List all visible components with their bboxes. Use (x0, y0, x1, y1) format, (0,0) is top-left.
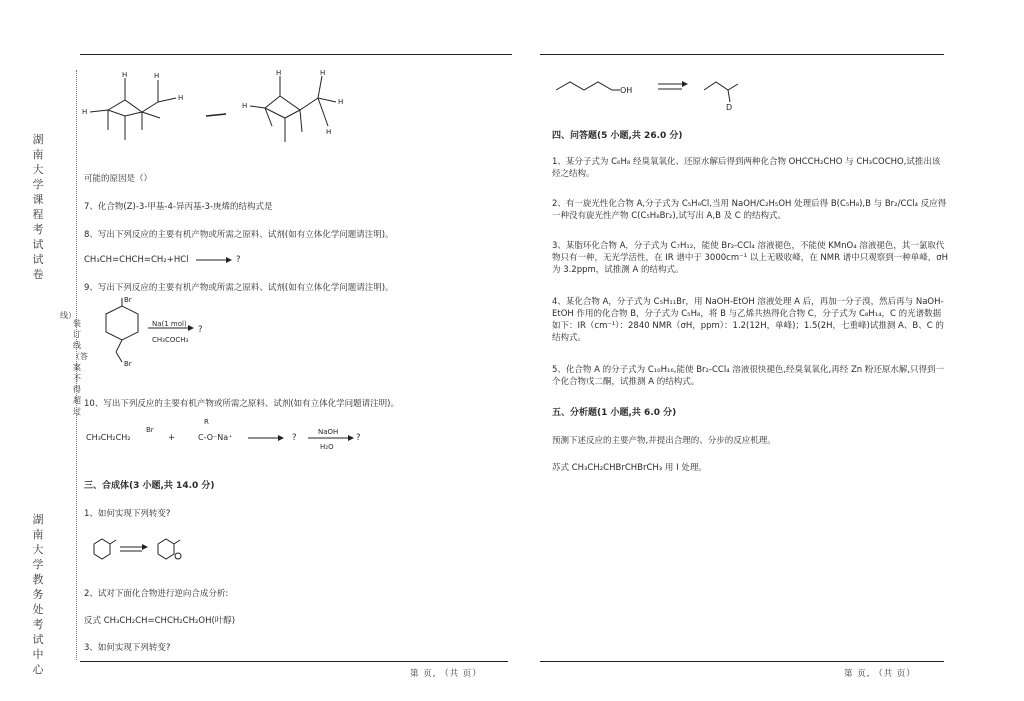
q8-product: ? (236, 255, 241, 265)
s3: 3、如何实现下列转变? (84, 643, 171, 653)
binding-note: 装订线（答案不得超过 (72, 319, 88, 416)
a2: 2、有一旋光性化合物 A,分子式为 C₅H₉Cl,当用 NaOH/C₂H₅OH 处理后得 B(C₅H₈),B 与 Br₂/CCl₄ 反应得一种没有旋光性产物 C(C₅H₈Br₂),试写出 A,B 及 C 的结构式。 (552, 199, 947, 221)
right-top-reaction (554, 76, 774, 116)
q8-arrow (196, 255, 236, 265)
q10: 10、写出下列反应的主要有机产物或所需之原料、试剂(如有立体化学问题请注明)。 (84, 399, 399, 409)
q10-cond-1: NaOH (318, 428, 339, 436)
s1: 1、如何实现下列转变? (84, 509, 171, 519)
right-bottom-rule (540, 661, 944, 662)
b2: 苏式 CH₃CH₂CHBrCHBrCH₃ 用 I 处理。 (552, 463, 707, 473)
chair-conformation-diagram (80, 68, 380, 168)
left-top-rule (80, 54, 512, 55)
s2-compound: 反式 CH₃CH₂CH=CHCH₂CH₂OH(叶醇) (84, 616, 236, 626)
chair-h-2: H (154, 72, 160, 80)
q9-br-bottom: Br (124, 360, 132, 368)
section-4-title: 四、问答题(5 小题,共 26.0 分) (552, 131, 683, 141)
a4: 4、某化合物 A，分子式为 C₅H₁₁Br，用 NaOH-EtOH 溶液处理 A 后，再加一分子溴，然后再与 NaOH-EtOH 作用的化合物 B，分子式为 C₅H₈，将 B 与乙烯共热得化合物 C，分子式为 C₈H₁₄，C 的光谱数据如下：IR（cm⁻¹）：2840 NMR（σH，ppm）：1.2(12H，单峰)；1.5(2H，七重峰)试推测 A、B、C 的结构式。 (552, 297, 944, 343)
chair-h-5: H (276, 69, 282, 77)
b1: 预测下述反应的主要产物,并提出合理的、分步的反应机理。 (552, 436, 776, 446)
right-top-rule (540, 54, 944, 55)
q8-reaction: CH₃CH=CHCH=CH₂+HCl (84, 255, 189, 265)
a5: 5、化合物 A 的分子式为 C₁₀H₁₆,能使 Br₂-CCl₄ 溶液很快褪色,经臭氧氧化,再经 Zn 粉还原水解,只得到一个化合物戊二酮，试推测 A 的结构式。 (552, 365, 945, 387)
q10-reagent: C-O⁻Na⁺ (198, 433, 233, 442)
binding-top-title: 湖南大学课程考试试卷 (32, 133, 44, 281)
s2: 2、试对下面化合物进行逆向合成分析: (84, 589, 229, 599)
q8: 8、写出下列反应的主要有机产物或所需之原料、试剂(如有立体化学问题请注明)。 (84, 230, 394, 240)
section-3-title: 三、合成体(3 小题,共 14.0 分) (84, 481, 215, 491)
left-footer: 第 页, （共 页） (410, 669, 482, 679)
a3: 3、某脂环化合物 A，分子式为 C₇H₁₂，能使 Br₂-CCl₄ 溶液褪色，不能使 KMnO₄ 溶液褪色，其一氯取代物只有一种，无光学活性，在 IR 谱中于 3000cm⁻¹ 以上无吸收峰，在 NMR 谱中只观察到一种单峰，σH 为 3.2ppm，试推测 A 的结构式。 (552, 241, 948, 275)
q10-r: R (204, 418, 209, 426)
chair-h-8: H (338, 98, 344, 106)
oh-label: OH (620, 86, 633, 95)
q10-plus: + (168, 433, 176, 443)
q6-reason: 可能的原因是（） (84, 174, 153, 184)
binding-line-label: 线） (60, 311, 76, 320)
chair-h-7: H (242, 102, 248, 110)
q10-cond-2: H₂O (320, 443, 334, 451)
chair-h-9: H (326, 128, 332, 136)
q10-q1: ? (292, 433, 297, 443)
binding-bottom-title: 湖南大学教务处考试中心 (32, 513, 44, 676)
q9-br-top: Br (124, 296, 132, 304)
q9-product: ? (198, 325, 203, 335)
q7: 7、化合物(Z)-3-甲基-4-异丙基-3-庚烯的结构式是 (84, 202, 273, 212)
chair-h-1: H (122, 71, 128, 79)
q10-reactant: CH₃CH₂CH₂ (86, 433, 131, 442)
q10-arrows (248, 430, 368, 450)
s1-transform (86, 536, 196, 566)
section-5-title: 五、分析题(1 小题,共 6.0 分) (552, 408, 677, 418)
d-label: D (726, 103, 733, 112)
q10-br: Br (146, 426, 154, 434)
chair-h-3: H (82, 108, 88, 116)
q9-reagent-1: Na(1 mol) (152, 320, 187, 328)
chair-h-6: H (320, 69, 326, 77)
right-footer: 第 页, （共 页） (844, 669, 916, 679)
q9-reagent-2: CH₃COCH₃ (152, 336, 189, 344)
left-bottom-rule (80, 661, 508, 662)
q9: 9、写出下列反应的主要有机产物或所需之原料、试剂(如有立体化学问题请注明)。 (84, 283, 394, 293)
q10-q2: ? (356, 433, 361, 443)
a1: 1、某分子式为 C₆H₈ 经臭氧氧化、还原水解后得到两种化合物 OHCCH₂CHO 与 CH₃COCHO,试推出该烃之结构。 (552, 157, 941, 179)
q9-structure (88, 298, 198, 368)
chair-h-4: H (178, 94, 184, 102)
